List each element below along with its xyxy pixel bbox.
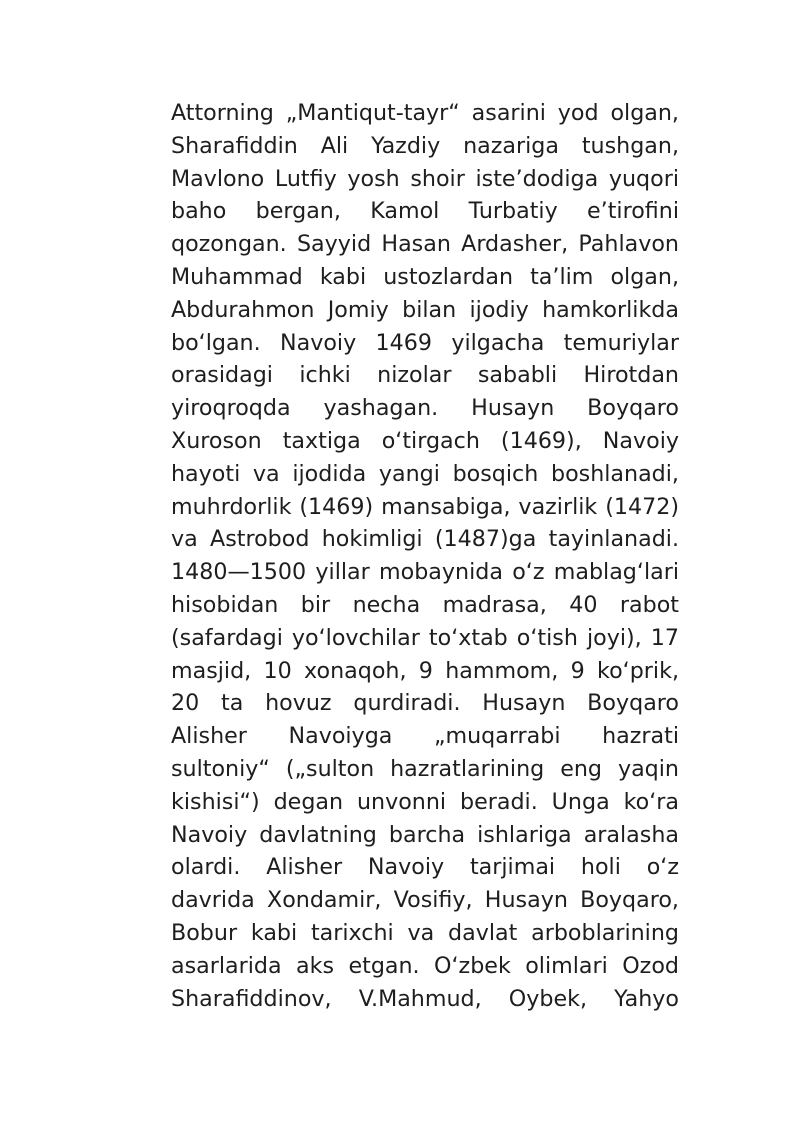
text-line: asarlarida aks etgan. O‘zbek olimlari Ozod	[171, 952, 679, 979]
text-line: (safardagi yo‘lovchilar to‘xtab o‘tish joyi), 17	[171, 624, 679, 651]
text-line: va Astrobod hokimligi (1487)ga tayinlanadi.	[171, 526, 679, 553]
text-line: Mavlono Lutfiy yosh shoir iste’dodiga yuqori	[171, 165, 679, 192]
text-line: Abdurahmon Jomiy bilan ijodiy hamkorlikda	[171, 296, 679, 323]
text-line: Bobur kabi tarixchi va davlat arboblarining	[171, 919, 679, 946]
text-line: Sharafiddin Ali Yazdiy nazariga tushgan,	[171, 132, 679, 159]
text-line: Attorning „Mantiqut-tayr“ asarini yod olgan,	[171, 100, 679, 126]
text-line: sultoniy“ („sulton hazratlarining eng yaqin	[171, 755, 679, 782]
text-line: orasidagi ichki nizolar sababli Hirotdan	[171, 362, 679, 389]
text-line: qozongan. Sayyid Hasan Ardasher, Pahlavon	[171, 231, 679, 258]
text-line: hayoti va ijodida yangi bosqich boshlanadi,	[171, 460, 679, 487]
text-line: Alisher Navoiyga „muqarrabi hazrati	[171, 723, 679, 750]
text-line: baho bergan, Kamol Turbatiy e’tirofini	[171, 198, 679, 225]
body-paragraph	[171, 97, 679, 1015]
text-line: kishisi“) degan unvonni beradi. Unga ko‘ra	[171, 788, 679, 815]
text-line: davrida Xondamir, Vosifiy, Husayn Boyqaro,	[171, 887, 679, 914]
text-line: yiroqroqda yashagan. Husayn Boyqaro	[171, 395, 679, 422]
text-line: bo‘lgan. Navoiy 1469 yilgacha temuriylar	[171, 329, 679, 356]
text-line: Sharafiddinov, V.Mahmud, Oybek, Yahyo	[171, 985, 679, 1012]
text-line: masjid, 10 xonaqoh, 9 hammom, 9 ko‘prik,	[171, 657, 679, 684]
text-line: muhrdorlik (1469) mansabiga, vazirlik (1472)	[171, 493, 679, 520]
text-line: Muhammad kabi ustozlardan ta’lim olgan,	[171, 263, 679, 290]
text-line: olardi. Alisher Navoiy tarjimai holi o‘z	[171, 854, 679, 881]
text-line: hisobidan bir necha madrasa, 40 rabot	[171, 591, 679, 618]
text-line: Xuroson taxtiga o‘tirgach (1469), Navoiy	[171, 427, 679, 454]
text-line: Navoiy davlatning barcha ishlariga aralasha	[171, 821, 679, 848]
text-line: 20 ta hovuz qurdiradi. Husayn Boyqaro	[171, 690, 679, 717]
text-line: 1480—1500 yillar mobaynida o‘z mablag‘lari	[171, 559, 679, 586]
